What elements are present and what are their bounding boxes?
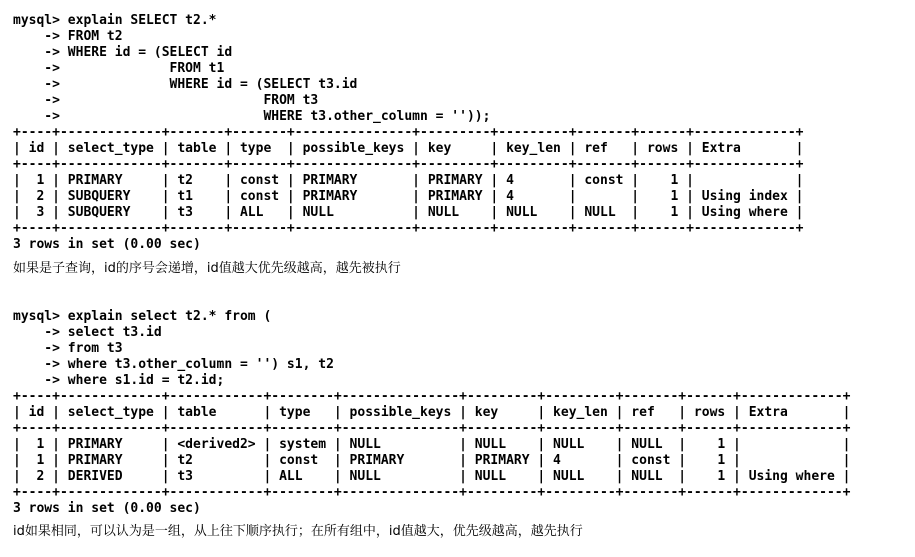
table-row: | 2 | DERIVED | t3 | ALL | NULL | NULL | NULL | NULL | 1 | Using where | xyxy=(13,469,851,484)
table-row: | 1 | PRIMARY | <derived2> | system | NULL | NULL | NULL | NULL | 1 | | xyxy=(13,437,851,452)
table-border: +----+-------------+------------+--------+---------------+---------+---------+-------+------+-------------+ xyxy=(13,389,851,404)
table-header: | id | select_type | table | type | possible_keys | key | key_len | ref | rows | Extra | xyxy=(13,141,804,156)
table-row: | 1 | PRIMARY | t2 | const | PRIMARY | PRIMARY | 4 | const | 1 | | xyxy=(13,453,851,468)
terminal-line: mysql> explain SELECT t2.* xyxy=(13,13,217,28)
table-header: | id | select_type | table | type | possible_keys | key | key_len | ref | rows | Extra | xyxy=(13,405,851,420)
terminal-line: -> where s1.id = t2.id; xyxy=(13,373,225,388)
terminal-line: -> FROM t2 xyxy=(13,29,123,44)
explanation-note-2: id如果相同，可以认为是一组，从上往下顺序执行；在所有组中，id值越大，优先级越高，越先执行 xyxy=(13,524,583,539)
terminal-line: -> FROM t3 xyxy=(13,93,319,108)
terminal-line: -> select t3.id xyxy=(13,325,162,340)
terminal-line: -> where t3.other_column = '') s1, t2 xyxy=(13,357,334,372)
terminal-line: -> from t3 xyxy=(13,341,123,356)
table-border: +----+-------------+-------+-------+---------------+---------+---------+-------+------+-------------+ xyxy=(13,125,804,140)
terminal-line: -> WHERE id = (SELECT t3.id xyxy=(13,77,358,92)
table-row: | 3 | SUBQUERY | t3 | ALL | NULL | NULL | NULL | NULL | 1 | Using where | xyxy=(13,205,804,220)
table-row: | 1 | PRIMARY | t2 | const | PRIMARY | PRIMARY | 4 | const | 1 | | xyxy=(13,173,804,188)
explanation-note-1: 如果是子查询，id的序号会递增，id值越大优先级越高，越先被执行 xyxy=(13,261,401,276)
terminal-line: -> WHERE t3.other_column = '')); xyxy=(13,109,491,124)
table-border: +----+-------------+-------+-------+---------------+---------+---------+-------+------+-------------+ xyxy=(13,221,804,236)
result-summary: 3 rows in set (0.00 sec) xyxy=(13,501,201,516)
terminal-line: mysql> explain select t2.* from ( xyxy=(13,309,272,324)
terminal-line: -> WHERE id = (SELECT id xyxy=(13,45,233,60)
result-summary: 3 rows in set (0.00 sec) xyxy=(13,237,201,252)
table-border: +----+-------------+------------+--------+---------------+---------+---------+-------+------+-------------+ xyxy=(13,485,851,500)
mysql-output-block-1 xyxy=(13,13,804,253)
table-border: +----+-------------+-------+-------+---------------+---------+---------+-------+------+-------------+ xyxy=(13,157,804,172)
mysql-output-block-2 xyxy=(13,309,850,517)
table-border: +----+-------------+------------+--------+---------------+---------+---------+-------+------+-------------+ xyxy=(13,421,851,436)
table-row: | 2 | SUBQUERY | t1 | const | PRIMARY | PRIMARY | 4 | | 1 | Using index | xyxy=(13,189,804,204)
terminal-line: -> FROM t1 xyxy=(13,61,225,76)
